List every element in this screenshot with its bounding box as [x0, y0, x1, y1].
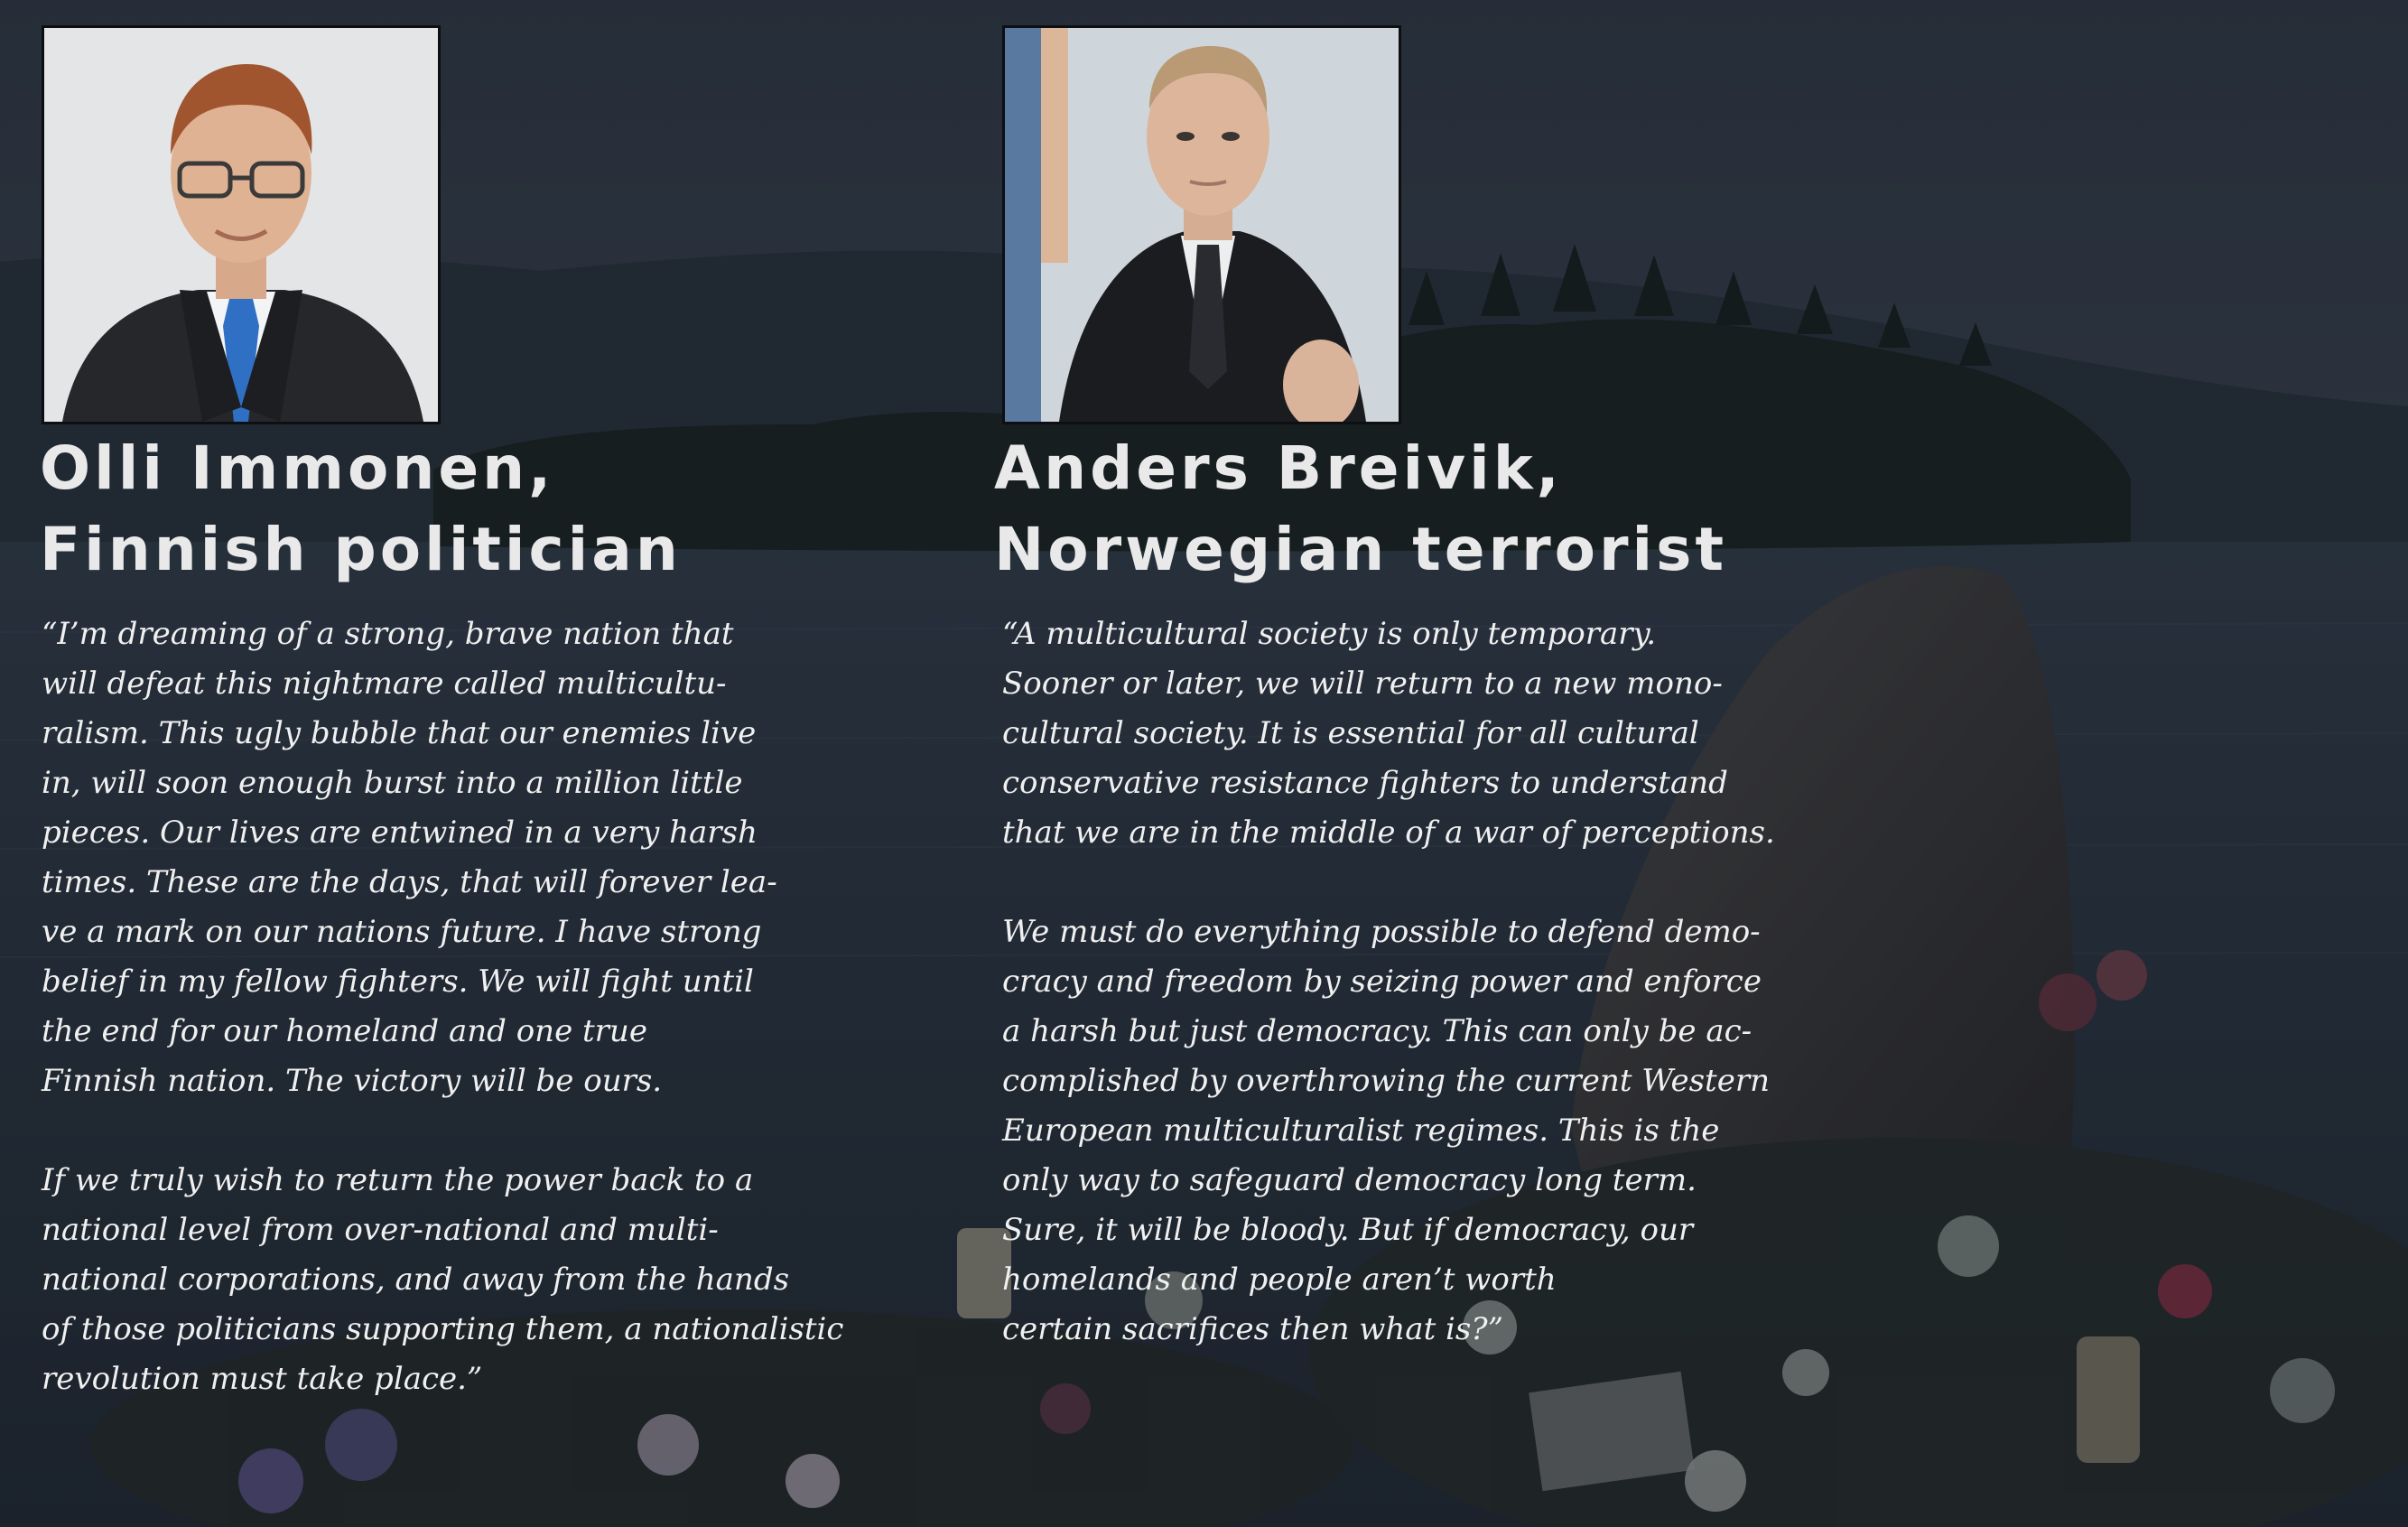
quote-line: a harsh but just democracy. This can only be ac-	[1002, 1013, 1753, 1049]
quote-line: Finnish nation. The victory will be ours.	[42, 1063, 663, 1099]
quote-line: national level from over-national and multi-	[42, 1212, 719, 1248]
quote-right	[1002, 610, 1775, 1355]
quote-line: “I’m dreaming of a strong, brave nation that	[42, 616, 734, 652]
quote-line: If we truly wish to return the power back to a	[42, 1162, 754, 1198]
person-name-left	[40, 428, 682, 591]
paragraph-gap	[1002, 858, 1775, 908]
quote-line: complished by overthrowing the current Western	[1002, 1063, 1770, 1099]
quote-line: pieces. Our lives are entwined in a very harsh	[42, 815, 758, 851]
quote-line: European multiculturalist regimes. This is the	[1002, 1113, 1720, 1149]
quote-line: belief in my fellow fighters. We will fight until	[42, 964, 754, 1000]
quote-line: ve a mark on our nations future. I have strong	[42, 914, 762, 950]
quote-line: cultural society. It is essential for all cultural	[1002, 715, 1699, 751]
quote-line: Sooner or later, we will return to a new mono-	[1002, 666, 1723, 702]
man-portrait-glasses-blue-tie-icon	[44, 28, 438, 422]
quote-line: the end for our homeland and one true	[42, 1013, 647, 1049]
quote-line: “A multicultural society is only temporary.	[1002, 616, 1657, 652]
portrait-olli-immonen	[42, 25, 441, 424]
quote-line: homelands and people aren’t worth	[1002, 1262, 1557, 1298]
name-line-2: Norwegian terrorist	[994, 515, 1727, 584]
quote-line: conservative resistance fighters to understand	[1002, 765, 1728, 801]
quote-line: national corporations, and away from the hands	[42, 1262, 790, 1298]
quote-line: Sure, it will be bloody. But if democracy, our	[1002, 1212, 1694, 1248]
quote-line: of those politicians supporting them, a nationalistic	[42, 1311, 844, 1347]
quote-line: certain sacrifices then what is?”	[1002, 1311, 1503, 1347]
man-portrait-clenched-fist-icon	[1005, 28, 1399, 422]
name-line-1: Anders Breivik,	[994, 433, 1563, 503]
quote-line: ralism. This ugly bubble that our enemies live	[42, 715, 757, 751]
paragraph-gap	[42, 1106, 843, 1156]
quote-line: We must do everything possible to defend demo-	[1002, 914, 1761, 950]
person-name-right	[994, 428, 1727, 591]
name-line-2: Finnish politician	[40, 515, 682, 584]
quote-line: that we are in the middle of a war of perceptions.	[1002, 815, 1775, 851]
quote-line: cracy and freedom by seizing power and enforce	[1002, 964, 1762, 1000]
quote-line: revolution must take place.”	[42, 1361, 483, 1397]
quote-line: times. These are the days, that will forever lea-	[42, 864, 777, 900]
quote-left	[42, 610, 843, 1404]
portrait-anders-breivik	[1002, 25, 1401, 424]
name-line-1: Olli Immonen,	[40, 433, 555, 503]
quote-line: in, will soon enough burst into a million little	[42, 765, 743, 801]
quote-line: only way to safeguard democracy long term.	[1002, 1162, 1697, 1198]
quote-line: will defeat this nightmare called multicultu-	[42, 666, 727, 702]
